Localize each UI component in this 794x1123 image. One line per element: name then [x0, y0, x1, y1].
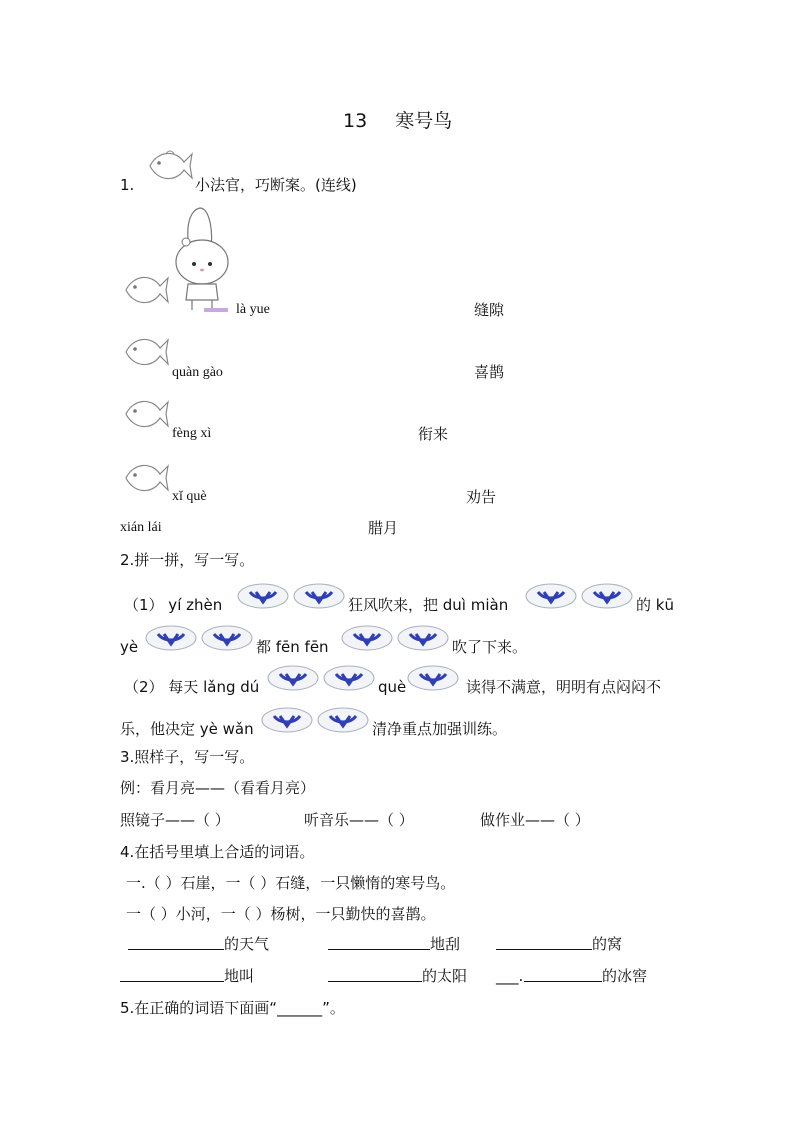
q3-heading: 3.照样子，写一写。 — [120, 748, 255, 766]
pinyin-box-icon[interactable] — [524, 580, 578, 614]
q2-line2-b: 都 fēn fēn — [256, 638, 329, 656]
pinyin-quangao: quàn gào — [172, 365, 223, 380]
q4-line1[interactable]: 一.（ ）石崖，一（ ）石缝，一只懒惰的寒号鸟。 — [126, 874, 456, 892]
pinyin-xianlai: xián lái — [120, 520, 162, 535]
pinyin-box-icon[interactable] — [580, 580, 634, 614]
fish-icon — [122, 270, 170, 310]
pinyin-box-icon[interactable] — [292, 580, 346, 614]
q2-line4-b: 清净重点加强训练。 — [372, 720, 508, 738]
pinyin-box-icon[interactable] — [266, 662, 320, 696]
fill-blank[interactable] — [524, 966, 602, 982]
q3-example: 例：看月亮——（看看月亮） — [120, 779, 316, 797]
word-xianlai: 衔来 — [418, 425, 449, 443]
fish-icon — [122, 332, 170, 372]
q4-r2-prefix: ___. — [496, 967, 524, 985]
q2-line3-a: （2） 每天 lǎng dú — [124, 678, 260, 696]
word-fengxi: 缝隙 — [474, 301, 505, 319]
q4-r2-3: 的冰窖 — [602, 967, 648, 985]
q2-line1-a: （1） yí zhèn — [124, 596, 223, 614]
q2-line3-b: què — [378, 678, 407, 696]
pinyin-box-icon[interactable] — [236, 580, 290, 614]
q3-item2[interactable]: 听音乐——（ ） — [304, 811, 414, 829]
fill-blank[interactable] — [120, 966, 224, 982]
q5-heading: 5.在正确的词语下面画“______”。 — [120, 999, 345, 1017]
q4-line2[interactable]: 一（ ）小河，一（ ）杨树，一只勤快的喜鹊。 — [126, 905, 436, 923]
q4-heading: 4.在括号里填上合适的词语。 — [120, 843, 315, 861]
q1-label: 1. — [120, 176, 135, 194]
q3-item1[interactable]: 照镜子——（ ） — [120, 811, 230, 829]
page-title — [343, 106, 452, 133]
q4-r1-3: 的窝 — [592, 935, 623, 953]
fish-icon — [122, 394, 170, 434]
q2-line1-b: 狂风吹来，把 duì miàn — [348, 596, 509, 614]
bunny-character-icon — [170, 204, 236, 316]
word-layue: 腊月 — [368, 519, 399, 537]
pinyin-xique: xǐ què — [172, 489, 207, 504]
q2-line2-c: 吹了下来。 — [452, 638, 528, 656]
fill-blank[interactable] — [328, 934, 430, 950]
fill-blank[interactable] — [128, 934, 224, 950]
q2-line2-a: yè — [120, 638, 139, 656]
pinyin-layue: là yue — [236, 302, 270, 317]
q4-r1-2: 地刮 — [430, 935, 461, 953]
lesson-title: 寒号鸟 — [395, 110, 453, 132]
q2-heading: 2.拼一拼，写一写。 — [120, 551, 255, 569]
lesson-number: 13 — [343, 110, 368, 132]
pinyin-box-icon[interactable] — [260, 704, 314, 738]
fish-icon — [146, 146, 194, 186]
pinyin-box-icon[interactable] — [340, 622, 394, 656]
pinyin-box-icon[interactable] — [200, 622, 254, 656]
pinyin-fengxi: fèng xì — [172, 426, 212, 441]
fill-blank[interactable] — [328, 966, 422, 982]
q2-line4-a: 乐，他决定 yè wǎn — [120, 720, 254, 738]
pinyin-box-icon[interactable] — [316, 704, 370, 738]
pinyin-box-icon[interactable] — [406, 662, 460, 696]
q3-item3[interactable]: 做作业——（ ） — [480, 811, 590, 829]
fill-blank[interactable] — [496, 934, 592, 950]
word-xique: 喜鹊 — [474, 363, 505, 381]
word-quangao: 劝告 — [466, 488, 497, 506]
q2-line1-c: 的 kū — [636, 596, 674, 614]
q4-r2-1: 地叫 — [224, 967, 255, 985]
q4-r2-2: 的太阳 — [422, 967, 468, 985]
pinyin-box-icon[interactable] — [396, 622, 450, 656]
pinyin-box-icon[interactable] — [322, 662, 376, 696]
fish-icon — [122, 458, 170, 498]
q4-r1-1: 的天气 — [224, 935, 270, 953]
q1-heading: 小法官，巧断案。(连线) — [195, 176, 357, 194]
pinyin-box-icon[interactable] — [144, 622, 198, 656]
q2-line3-c: 读得不满意，明明有点闷闷不 — [466, 678, 662, 696]
